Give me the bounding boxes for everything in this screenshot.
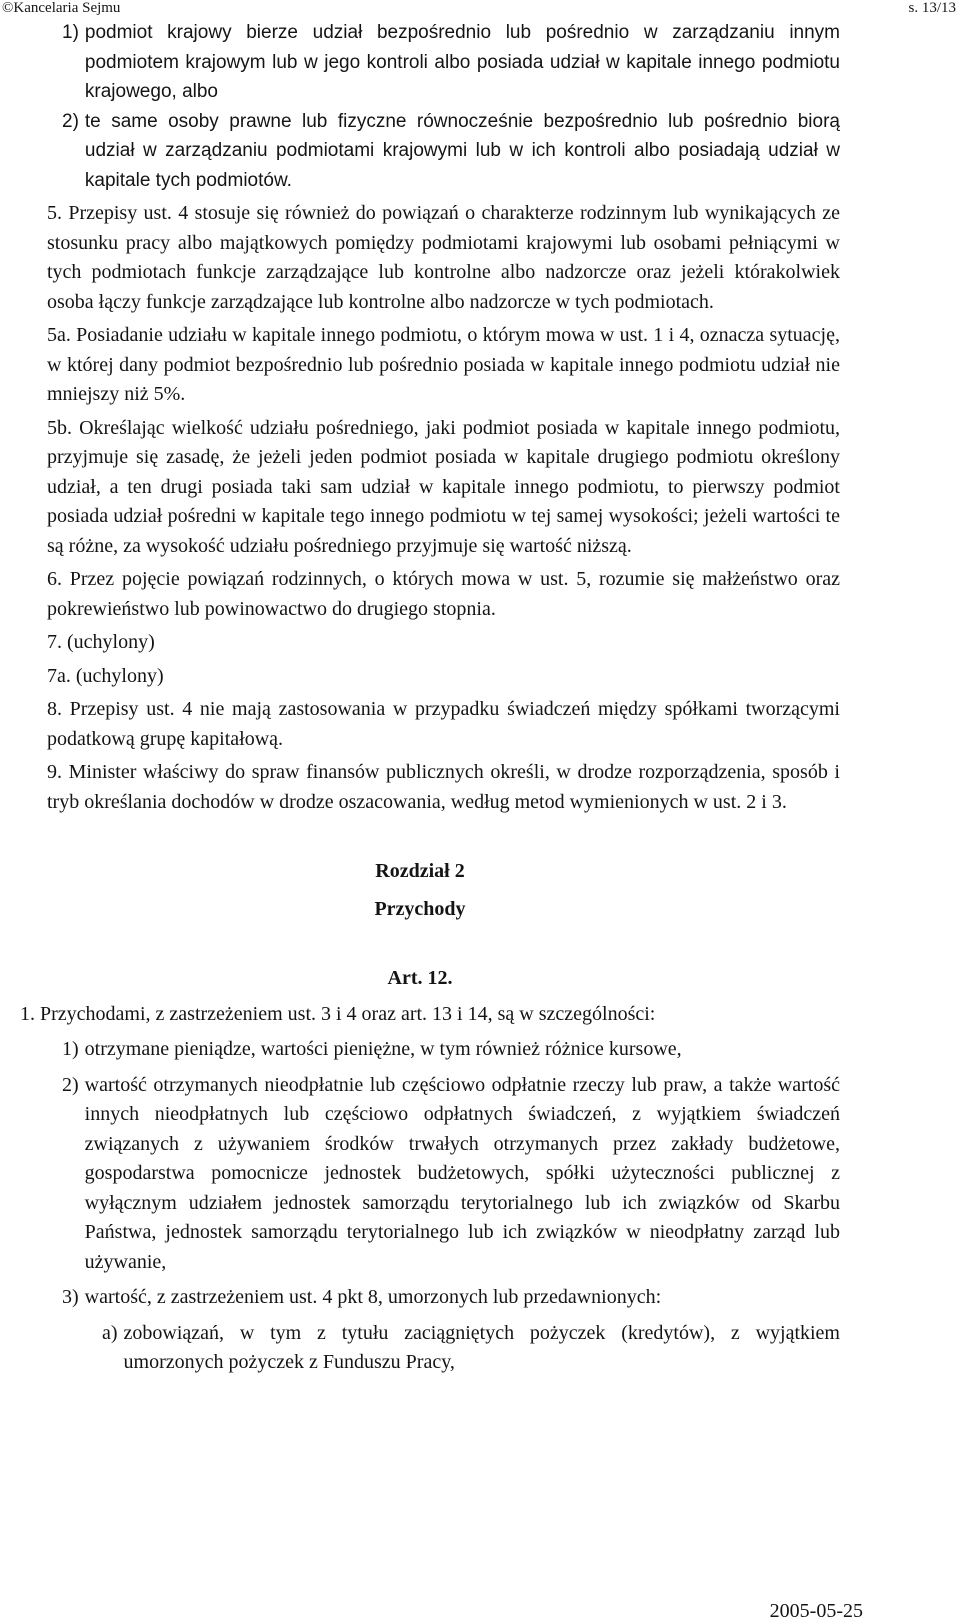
list-item-label: 2)	[62, 110, 79, 132]
paragraph-9: 9. Minister właściwy do spraw finansów publicznych określi, w drodze rozporządzenia, sposób i tryb określania dochodów w drodze oszacowania, według metod wymienionych w ust. 2 i 3.	[47, 761, 840, 813]
chapter-number: Rozdział 2	[375, 860, 465, 882]
article-subpoint-label: a)	[102, 1321, 118, 1344]
chapter-title: Przychody	[374, 897, 466, 920]
article-point-text: wartość otrzymanych nieodpłatnie lub częściowo odpłatnie rzeczy lub praw, a także wartość innych nieodpłatnych lub częściowo odpłatnych świadczeń, z wyjątkiem świadczeń związanych z używaniem środków trwałych otrzymanych przez zakłady budżetowe, gospodarstwa pomocnicze jednostek budżetowych, spółki użyteczności publicznej z wyłącznym udziałem jednostek samorządu terytorialnego lub ich związków od Skarbu Państwa, jednostek samorządu terytorialnego lub ich związków w nieodpłatny zarząd lub używanie,	[84, 1073, 840, 1273]
header-publisher: ©Kancelaria Sejmu	[2, 0, 121, 16]
paragraph-5a: 5a. Posiadanie udziału w kapitale innego podmiotu, o którym mowa w ust. 1 i 4, oznacza sytuację, w której dany podmiot bezpośrednio lub pośrednio posiada w kapitale innego podmiotu udział nie mniejszy niż 5%.	[47, 324, 840, 405]
paragraph-5: 5. Przepisy ust. 4 stosuje się również do powiązań o charakterze rodzinnym lub wynikających ze stosunku pracy albo majątkowych pomiędzy podmiotami krajowymi lub osobami pełniącymi w tych podmiotach funkcje zarządzające lub kontrolne albo nadzorcze oraz jeżeli którakolwiek osoba łączy funkcje zarządzające lub kontrolne albo nadzorcze w tych podmiotach.	[47, 202, 840, 313]
article-point-label: 3)	[62, 1286, 79, 1308]
list-item-label: 1)	[62, 22, 79, 43]
article-subpoint-a	[102, 1319, 840, 1378]
document-body	[0, 18, 960, 1378]
paragraph-6: 6. Przez pojęcie powiązań rodzinnych, o których mowa w ust. 5, rozumie się małżeństwo oraz pokrewieństwo lub powinowactwo do drugiego stopnia.	[47, 568, 840, 620]
list-item-text: podmiot krajowy bierze udział bezpośrednio lub pośrednio w zarządzaniu innym podmiotem krajowym lub w jego kontroli albo posiada udział w kapitale innego podmiotu krajowego, albo	[84, 22, 840, 102]
header-page-number: s. 13/13	[908, 0, 956, 16]
paragraph-5b: 5b. Określając wielkość udziału pośredniego, jaki podmiot posiada w kapitale innego podmiotu, przyjmuje się zasadę, że jeżeli jeden podmiot posiada w kapitale drugiego podmiotu określony udział, a ten drugi posiada taki sam udział w kapitale innego podmiotu, to pierwszy podmiot posiada udział pośredni w kapitale tego innego podmiotu w tej samej wysokości; jeżeli wartości te są różne, za wysokość udziału pośredniego przyjmuje się wartość niższą.	[47, 416, 840, 557]
article-title: Art. 12.	[387, 967, 453, 989]
article-point-text: wartość, z zastrzeżeniem ust. 4 pkt 8, umorzonych lub przedawnionych:	[84, 1286, 662, 1308]
footer-date: 2005-05-25	[769, 1600, 863, 1622]
paragraph-7a: 7a. (uchylony)	[47, 664, 164, 687]
list-item-2	[62, 107, 840, 196]
list-item-1	[62, 18, 840, 107]
article-intro: 1. Przychodami, z zastrzeżeniem ust. 3 i 4 oraz art. 13 i 14, są w szczególności:	[20, 1002, 656, 1025]
article-point-label: 1)	[62, 1038, 79, 1060]
list-item-text: te same osoby prawne lub fizyczne równocześnie bezpośrednio lub pośrednio biorą udział w zarządzaniu podmiotami krajowymi lub w ich kontroli albo posiadają udział w kapitale tych podmiotów.	[84, 110, 840, 191]
paragraph-7: 7. (uchylony)	[47, 631, 155, 653]
article-point-text: otrzymane pieniądze, wartości pieniężne, w tym również różnice kursowe,	[84, 1038, 682, 1060]
paragraph-8: 8. Przepisy ust. 4 nie mają zastosowania w przypadku świadczeń między spółkami tworzącymi podatkową grupę kapitałową.	[47, 698, 840, 750]
article-point-1	[62, 1035, 840, 1065]
article-subpoint-text: zobowiązań, w tym z tytułu zaciągniętych pożyczek (kredytów), z wyjątkiem umorzonych pożyczek z Funduszu Pracy,	[123, 1321, 840, 1373]
article-point-label: 2)	[62, 1073, 79, 1096]
article-point-3	[62, 1283, 840, 1313]
article-point-2	[62, 1071, 840, 1278]
